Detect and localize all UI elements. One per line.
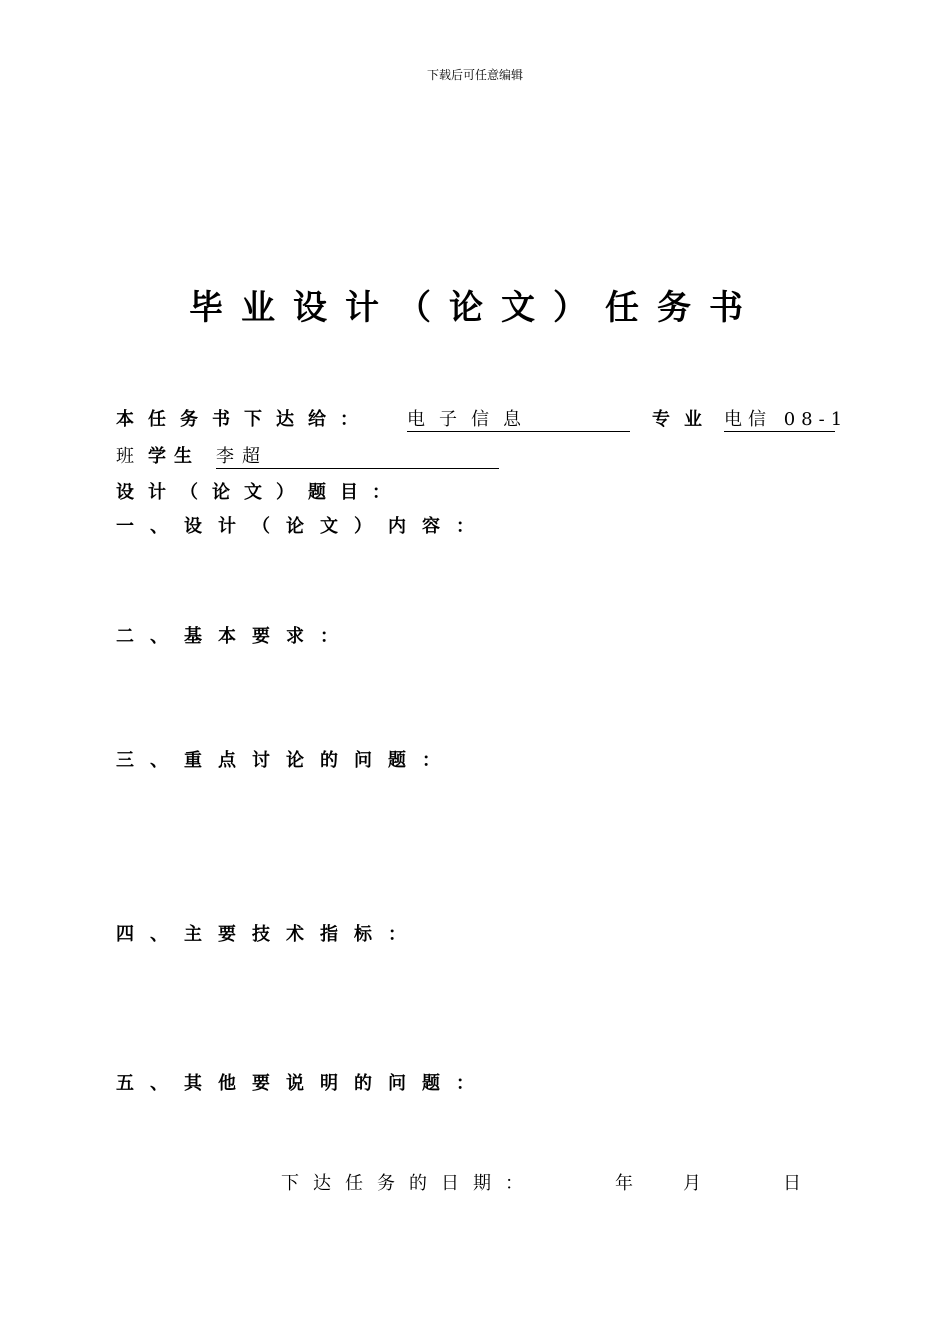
header-note: 下载后可任意编辑 [426, 68, 523, 82]
class-label: 班 [116, 446, 134, 467]
major-label: 专业 [652, 409, 716, 430]
section-content: 一、设计（论文）内容： [116, 516, 490, 537]
section-key-issues: 三、重点讨论的问题： [116, 750, 456, 771]
student-label: 学生 [148, 446, 200, 467]
section-tech-indicators: 四、主要技术指标： [116, 924, 422, 945]
thesis-title-label: 设计（论文）题目： [116, 482, 404, 503]
assignment-label: 本任务书下达给： [116, 409, 372, 430]
department-field[interactable]: 电子信息 [407, 405, 630, 432]
date-label: 下达任务的日期： [281, 1173, 537, 1194]
date-year: 年 [615, 1173, 633, 1194]
section-requirements: 二、基本要求： [116, 626, 354, 647]
date-month: 月 [683, 1173, 701, 1194]
page-title: 毕业设计（论文）任务书 [189, 288, 761, 328]
date-day: 日 [783, 1173, 801, 1194]
student-field[interactable]: 李超 [216, 442, 499, 469]
major-field[interactable]: 电信 08-1 [724, 405, 835, 432]
section-other-issues: 五、其他要说明的问题： [116, 1073, 490, 1094]
